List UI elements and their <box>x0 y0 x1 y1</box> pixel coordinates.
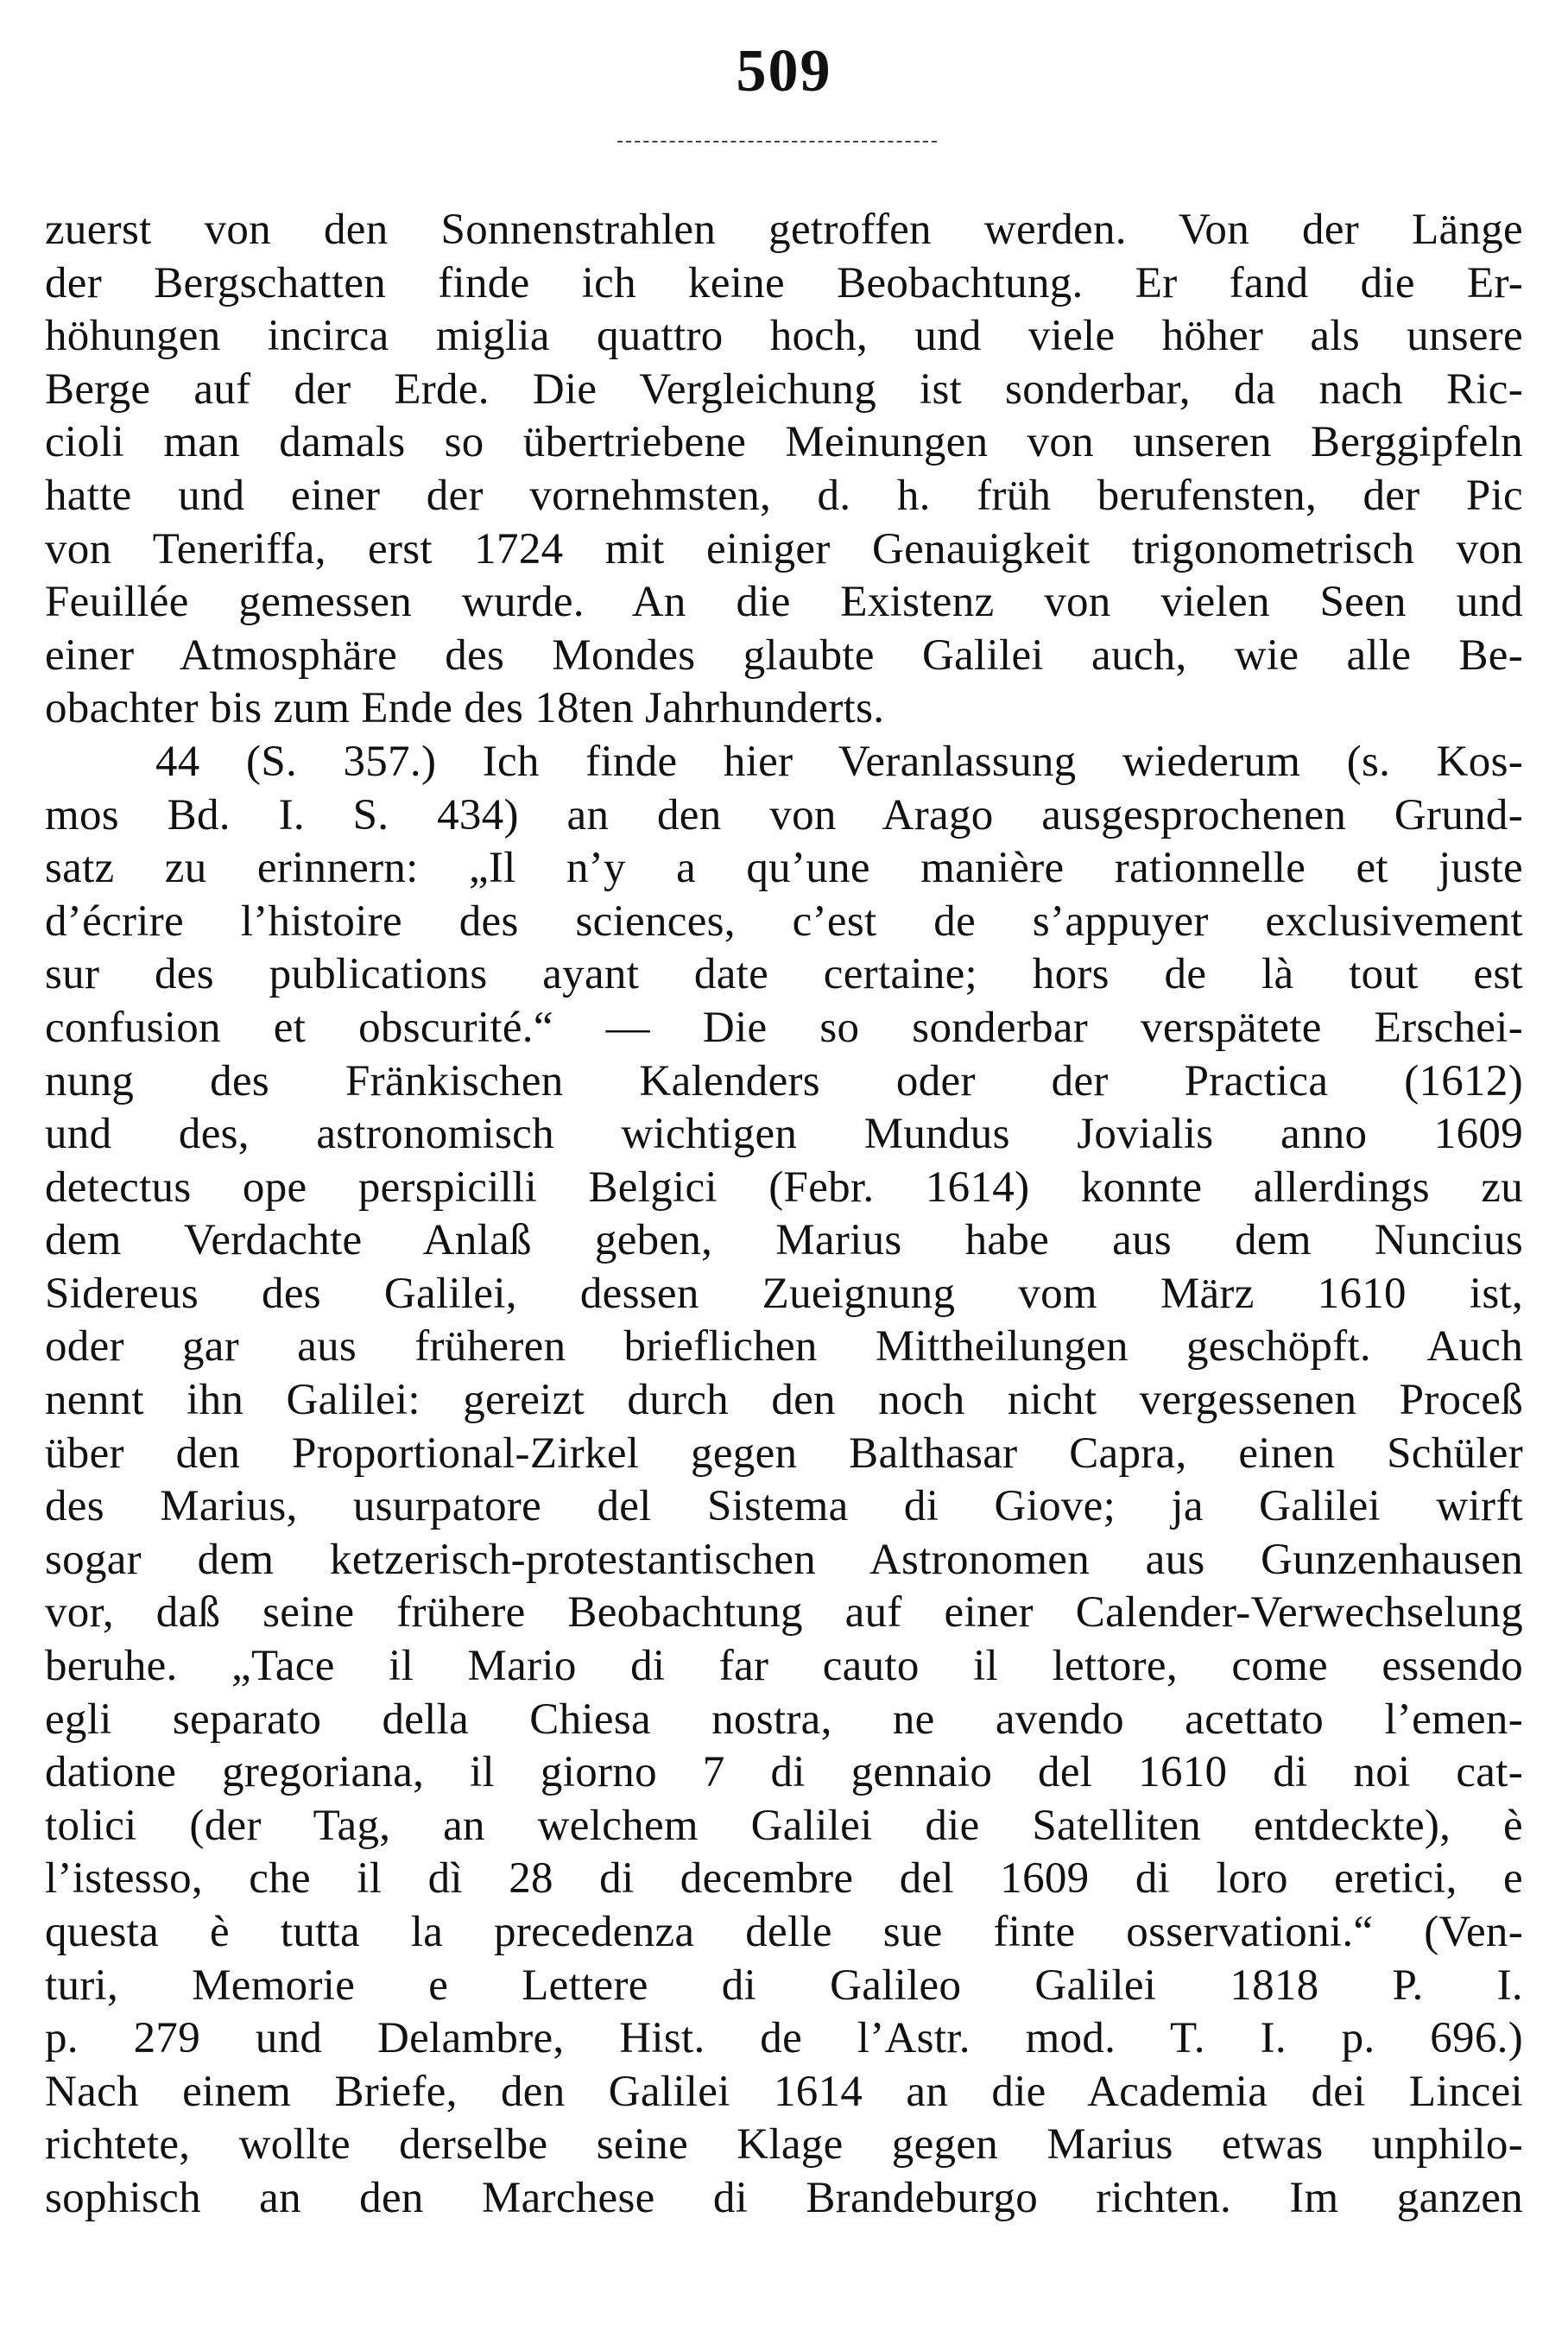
footnote-first-line: 44 (S. 357.) Ich finde hier Veranlassung wiederum (s. Kos- <box>155 737 1523 786</box>
text-line: mos Bd. I. S. 434) an den von Arago ausgesprochenen Grund- <box>45 790 1523 839</box>
text-line: cioli man damals so übertriebene Meinungen von unseren Berggipfeln <box>45 418 1523 467</box>
body-text <box>45 204 1523 2226</box>
text-line: höhungen incirca miglia quattro hoch, und viele höher als unsere <box>45 312 1523 361</box>
text-line: p. 279 und Delambre, Hist. de l’Astr. mod. T. I. p. 696.) <box>45 2014 1523 2063</box>
paragraph-last-line: obachter bis zum Ende des 18ten Jahrhunderts. <box>45 684 885 733</box>
text-line: Feuillée gemessen wurde. An die Existenz von vielen Seen und <box>45 578 1523 627</box>
text-line: tolici (der Tag, an welchem Galilei die Satelliten entdeckte), è <box>45 1801 1523 1850</box>
text-line: d’écrire l’histoire des sciences, c’est de s’appuyer exclusivement <box>45 896 1523 946</box>
text-line: richtete, wollte derselbe seine Klage gegen Marius etwas unphilo- <box>45 2120 1523 2170</box>
text-line: sogar dem ketzerisch-protestantischen Astronomen aus Gunzenhausen <box>45 1535 1523 1584</box>
text-line: detectus ope perspicilli Belgici (Febr. 1614) konnte allerdings zu <box>45 1162 1523 1212</box>
text-line: egli separato della Chiesa nostra, ne avendo acettato l’emen- <box>45 1695 1523 1744</box>
text-line: Berge auf der Erde. Die Vergleichung ist sonderbar, da nach Ric- <box>45 364 1523 414</box>
text-line: nennt ihn Galilei: gereizt durch den noch nicht vergessenen Proceß <box>45 1376 1523 1425</box>
header-rule <box>617 141 937 143</box>
text-line: satz zu erinnern: „Il n’y a qu’une manière rationnelle et juste <box>45 844 1523 893</box>
text-line: l’istesso, che il dì 28 di decembre del 1609 di loro eretici, e <box>45 1854 1523 1904</box>
text-line: Sidereus des Galilei, dessen Zueignung vom März 1610 ist, <box>45 1269 1523 1318</box>
text-line: von Teneriffa, erst 1724 mit einiger Genauigkeit trigonometrisch von <box>45 524 1523 573</box>
text-line: des Marius, usurpatore del Sistema di Giove; ja Galilei wirft <box>45 1482 1523 1531</box>
text-line: datione gregoriana, il giorno 7 di gennaio del 1610 di noi cat- <box>45 1748 1523 1797</box>
text-line: nung des Fränkischen Kalenders oder der Practica (1612) <box>45 1056 1523 1105</box>
text-line: questa è tutta la precedenza delle sue finte osservationi.“ (Ven- <box>45 1908 1523 1956</box>
text-line: sur des publications ayant date certaine; hors de là tout est <box>45 950 1523 999</box>
text-line: vor, daß seine frühere Beobachtung auf einer Calender-Verwechselung <box>45 1588 1523 1638</box>
text-line: Nach einem Briefe, den Galilei 1614 an die Academia dei Lincei <box>45 2067 1523 2116</box>
text-line: dem Verdachte Anlaß geben, Marius habe aus dem Nuncius <box>45 1216 1523 1265</box>
text-line: beruhe. „Tace il Mario di far cauto il lettore, come essendo <box>45 1642 1523 1691</box>
page-number: 509 <box>736 38 832 105</box>
text-line: einer Atmosphäre des Mondes glaubte Galilei auch, wie alle Be- <box>45 630 1523 680</box>
text-line: über den Proportional-Zirkel gegen Balthasar Capra, einen Schüler <box>45 1429 1523 1478</box>
text-line: turi, Memorie e Lettere di Galileo Galilei 1818 P. I. <box>45 1961 1523 2010</box>
text-line: sophisch an den Marchese di Brandeburgo richten. Im ganzen <box>45 2173 1523 2222</box>
text-line: und des, astronomisch wichtigen Mundus Jovialis anno 1609 <box>45 1110 1523 1159</box>
text-line: hatte und einer der vornehmsten, d. h. früh berufensten, der Pic <box>45 471 1523 520</box>
text-line: der Bergschatten finde ich keine Beobachtung. Er fand die Er- <box>45 258 1523 307</box>
text-line: oder gar aus früheren brieflichen Mittheilungen geschöpft. Auch <box>45 1322 1523 1372</box>
text-line: zuerst von den Sonnenstrahlen getroffen werden. Von der Länge <box>45 206 1523 254</box>
text-line: confusion et obscurité.“ — Die so sonderbar verspätete Erschei- <box>45 1003 1523 1052</box>
